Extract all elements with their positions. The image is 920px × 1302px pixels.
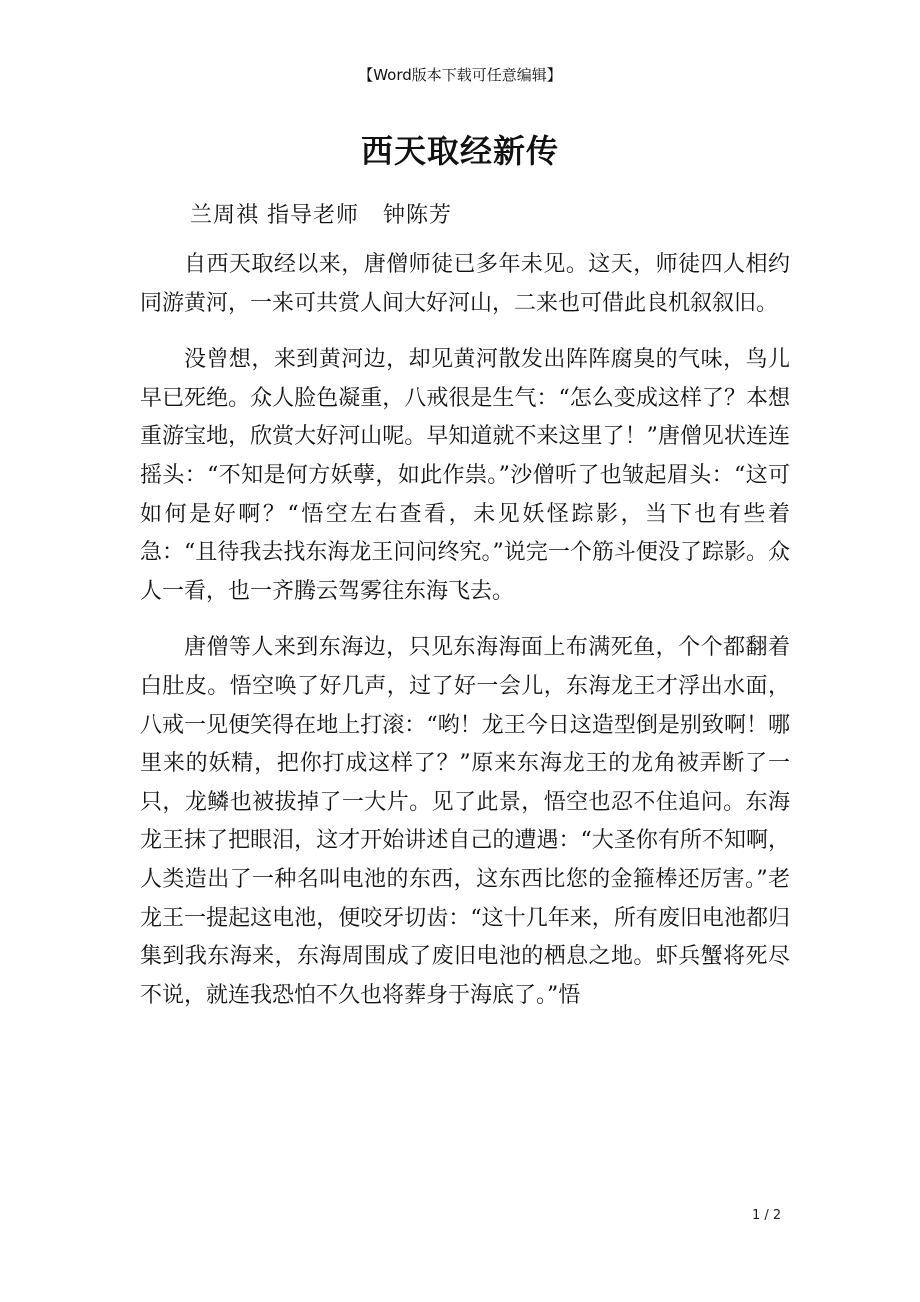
page-number: 1 / 2	[752, 1208, 782, 1223]
author-name: 兰周祺	[190, 203, 260, 228]
paragraph: 没曾想，来到黄河边，却见黄河散发出阵阵腐臭的气味，鸟儿早已死绝。众人脸色凝重，八戒很是生气：“怎么变成这样了？本想重游宝地，欣赏大好河山呢。早知道就不来这里了！”唐僧见状连连摇头：“不知是何方妖孽，如此作祟。”沙僧听了也皱起眉头：“这可如何是好啊？“悟空左右查看，未见妖怪踪影，当下也有些着急：“且待我去找东海龙王问问终究。”说完一个筋斗便没了踪影。众人一看，也一齐腾云驾雾往东海飞去。	[140, 347, 790, 604]
paragraph: 自西天取经以来，唐僧师徒已多年未见。这天，师徒四人相约同游黄河，一来可共赏人间大好河山，二来也可借此良机叙叙旧。	[140, 252, 790, 316]
document-body	[140, 246, 790, 1033]
advisor-name: 钟陈芳	[383, 203, 453, 228]
byline	[190, 198, 452, 229]
document-header-note: 【Word版本下载可任意编辑】	[358, 66, 562, 84]
document-title: 西天取经新传	[360, 132, 559, 170]
advisor-label: 指导老师	[267, 203, 360, 228]
paragraph: 唐僧等人来到东海边，只见东海海面上布满死鱼，个个都翻着白肚皮。悟空唤了好几声，过了好一会儿，东海龙王才浮出水面，八戒一见便笑得在地上打滚：“哟！龙王今日这造型倒是别致啊！哪里来的妖精，把你打成这样了？”原来东海龙王的龙角被弄断了一只，龙鳞也被拔掉了一大片。见了此景，悟空也忍不住追问。东海龙王抹了把眼泪，这才开始讲述自己的遭遇：“大圣你有所不知啊，人类造出了一种名叫电池的东西，这东西比您的金箍棒还厉害。”老龙王一提起这电池，便咬牙切齿：“这十几年来，所有废旧电池都归集到我东海来，东海周围成了废旧电池的栖息之地。虾兵蟹将死尽不说，就连我恐怕不久也将葬身于海底了。”悟	[140, 635, 790, 1008]
